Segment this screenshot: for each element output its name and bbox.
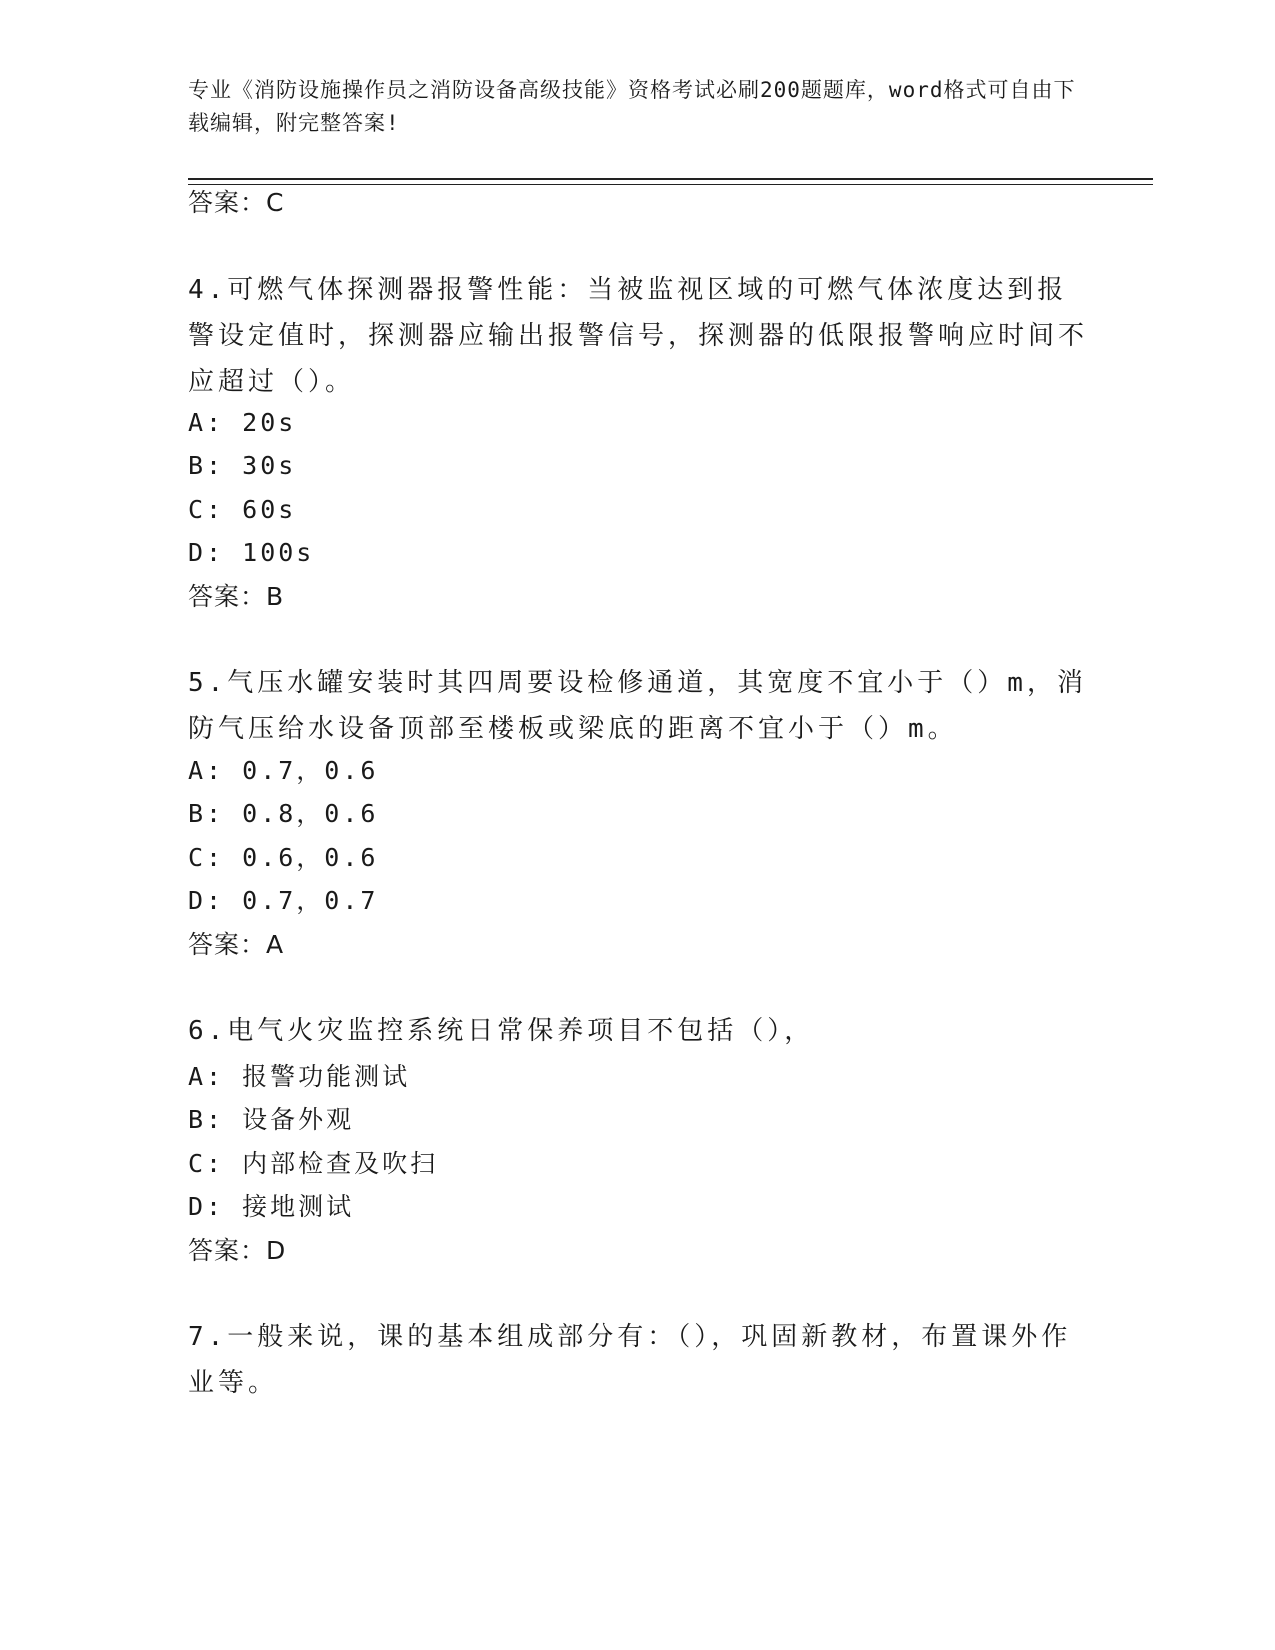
question-stem: 7.一般来说，课的基本组成部分有：（），巩固新教材，布置课外作业等。 <box>188 1322 1072 1398</box>
option-d: D: 接地测试 <box>188 1192 355 1221</box>
option-c: C: 60s <box>188 495 297 524</box>
answer-line: 答案：C <box>188 188 285 217</box>
question-stem: 6.电气火灾监控系统日常保养项目不包括（）， <box>188 1016 815 1046</box>
option-b: B: 0.8，0.6 <box>188 799 379 828</box>
option-c: C: 内部检查及吹扫 <box>188 1149 439 1178</box>
header-rule-thin <box>188 184 1153 185</box>
answer-line: 答案：A <box>188 930 285 959</box>
answer-line: 答案：D <box>188 1236 287 1265</box>
option-a: A: 20s <box>188 408 297 437</box>
option-b: B: 设备外观 <box>188 1105 355 1134</box>
option-a: A: 0.7，0.6 <box>188 756 379 785</box>
option-c: C: 0.6，0.6 <box>188 843 379 872</box>
document-header: 专业《消防设施操作员之消防设备高级技能》资格考试必刷200题题库，word格式可自由下载编辑，附完整答案! <box>188 78 1076 135</box>
option-b: B: 30s <box>188 451 297 480</box>
question-stem: 4.可燃气体探测器报警性能：当被监视区域的可燃气体浓度达到报警设定值时，探测器应输出报警信号，探测器的低限报警响应时间不应超过（）。 <box>188 275 1089 397</box>
option-a: A: 报警功能测试 <box>188 1062 411 1091</box>
header-rule-thick <box>188 178 1153 180</box>
option-d: D: 100s <box>188 538 315 567</box>
answer-line: 答案：B <box>188 582 285 611</box>
question-stem: 5.气压水罐安装时其四周要设检修通道，其宽度不宜小于（）m，消防气压给水设备顶部至楼板或梁底的距离不宜小于（）m。 <box>188 668 1087 744</box>
option-d: D: 0.7，0.7 <box>188 886 379 915</box>
